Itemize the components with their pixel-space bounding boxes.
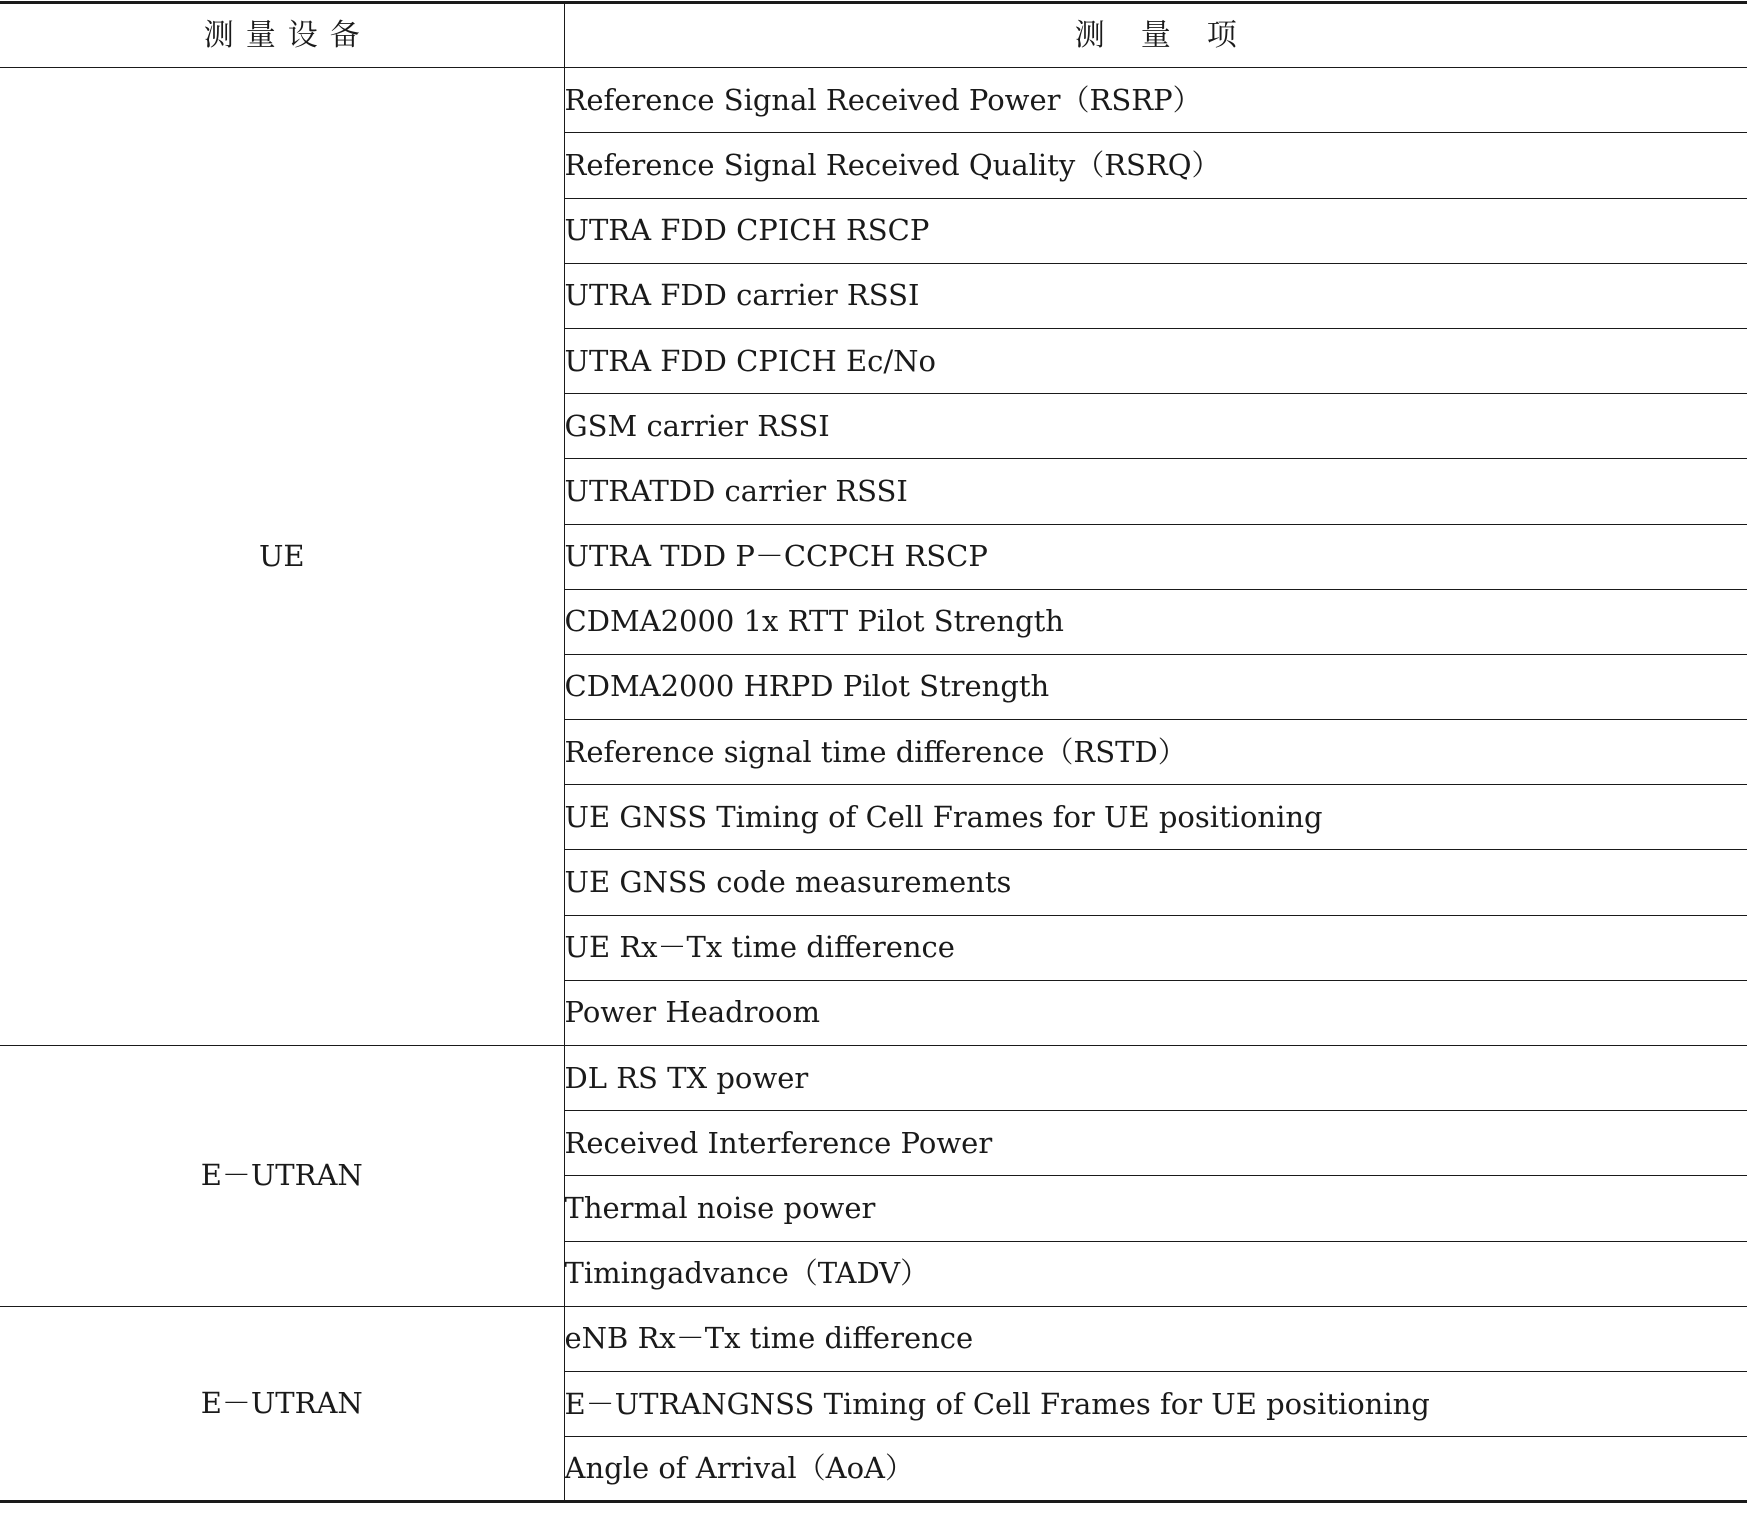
- table-body: [0, 68, 1747, 1502]
- measurement-table: [0, 1, 1747, 1503]
- measurement-item-cell: Reference Signal Received Quality（RSRQ）: [564, 133, 1747, 198]
- measurement-item-cell: Reference Signal Received Power（RSRP）: [564, 68, 1747, 133]
- measurement-item-cell: Angle of Arrival（AoA）: [564, 1451, 914, 1486]
- measurement-item-cell: CDMA2000 HRPD Pilot Strength: [564, 654, 1747, 719]
- table-header-row: [0, 3, 1747, 68]
- measurement-item-cell: UE Rx－Tx time difference: [564, 915, 1747, 980]
- measurement-item-cell: DL RS TX power: [564, 1046, 1747, 1111]
- table-row: [0, 68, 1747, 133]
- measurement-item-cell: eNB Rx－Tx time difference: [564, 1306, 1747, 1371]
- device-cell: E－UTRAN: [0, 1046, 564, 1307]
- column-header-items-label: 测量项: [1074, 17, 1273, 53]
- measurement-item-cell: E－UTRANGNSS Timing of Cell Frames for UE positioning: [564, 1371, 1747, 1436]
- measurement-item-cell: UTRA TDD P－CCPCH RSCP: [564, 524, 1747, 589]
- device-cell: UE: [0, 68, 564, 1046]
- measurement-item-cell: Reference signal time difference（RSTD）: [564, 720, 1747, 785]
- measurement-item-cell: Power Headroom: [564, 980, 1747, 1045]
- column-header-device-label: 测量设备: [203, 17, 372, 53]
- device-cell: E－UTRAN: [0, 1306, 564, 1502]
- measurement-item-cell: Thermal noise power: [564, 1176, 1747, 1241]
- measurement-item-cell: UE GNSS Timing of Cell Frames for UE positioning: [564, 785, 1747, 850]
- measurement-item-cell: Received Interference Power: [564, 1111, 1747, 1176]
- column-header-device: [0, 3, 564, 68]
- table-row: [0, 1306, 1747, 1371]
- table-row: [0, 1046, 1747, 1111]
- measurement-item-cell: GSM carrier RSSI: [564, 394, 1747, 459]
- measurement-item-cell: UTRA FDD carrier RSSI: [564, 263, 1747, 328]
- measurement-item-cell: UTRATDD carrier RSSI: [564, 459, 1747, 524]
- measurement-item-cell: Timingadvance（TADV）: [564, 1241, 1747, 1306]
- measurement-item-cell: UTRA FDD CPICH Ec/No: [564, 328, 1747, 393]
- measurement-item-cell: UE GNSS code measurements: [564, 850, 1747, 915]
- column-header-items: [564, 3, 1747, 68]
- measurement-item-cell: UTRA FDD CPICH RSCP: [564, 198, 1747, 263]
- measurement-item-cell: CDMA2000 1x RTT Pilot Strength: [564, 589, 1747, 654]
